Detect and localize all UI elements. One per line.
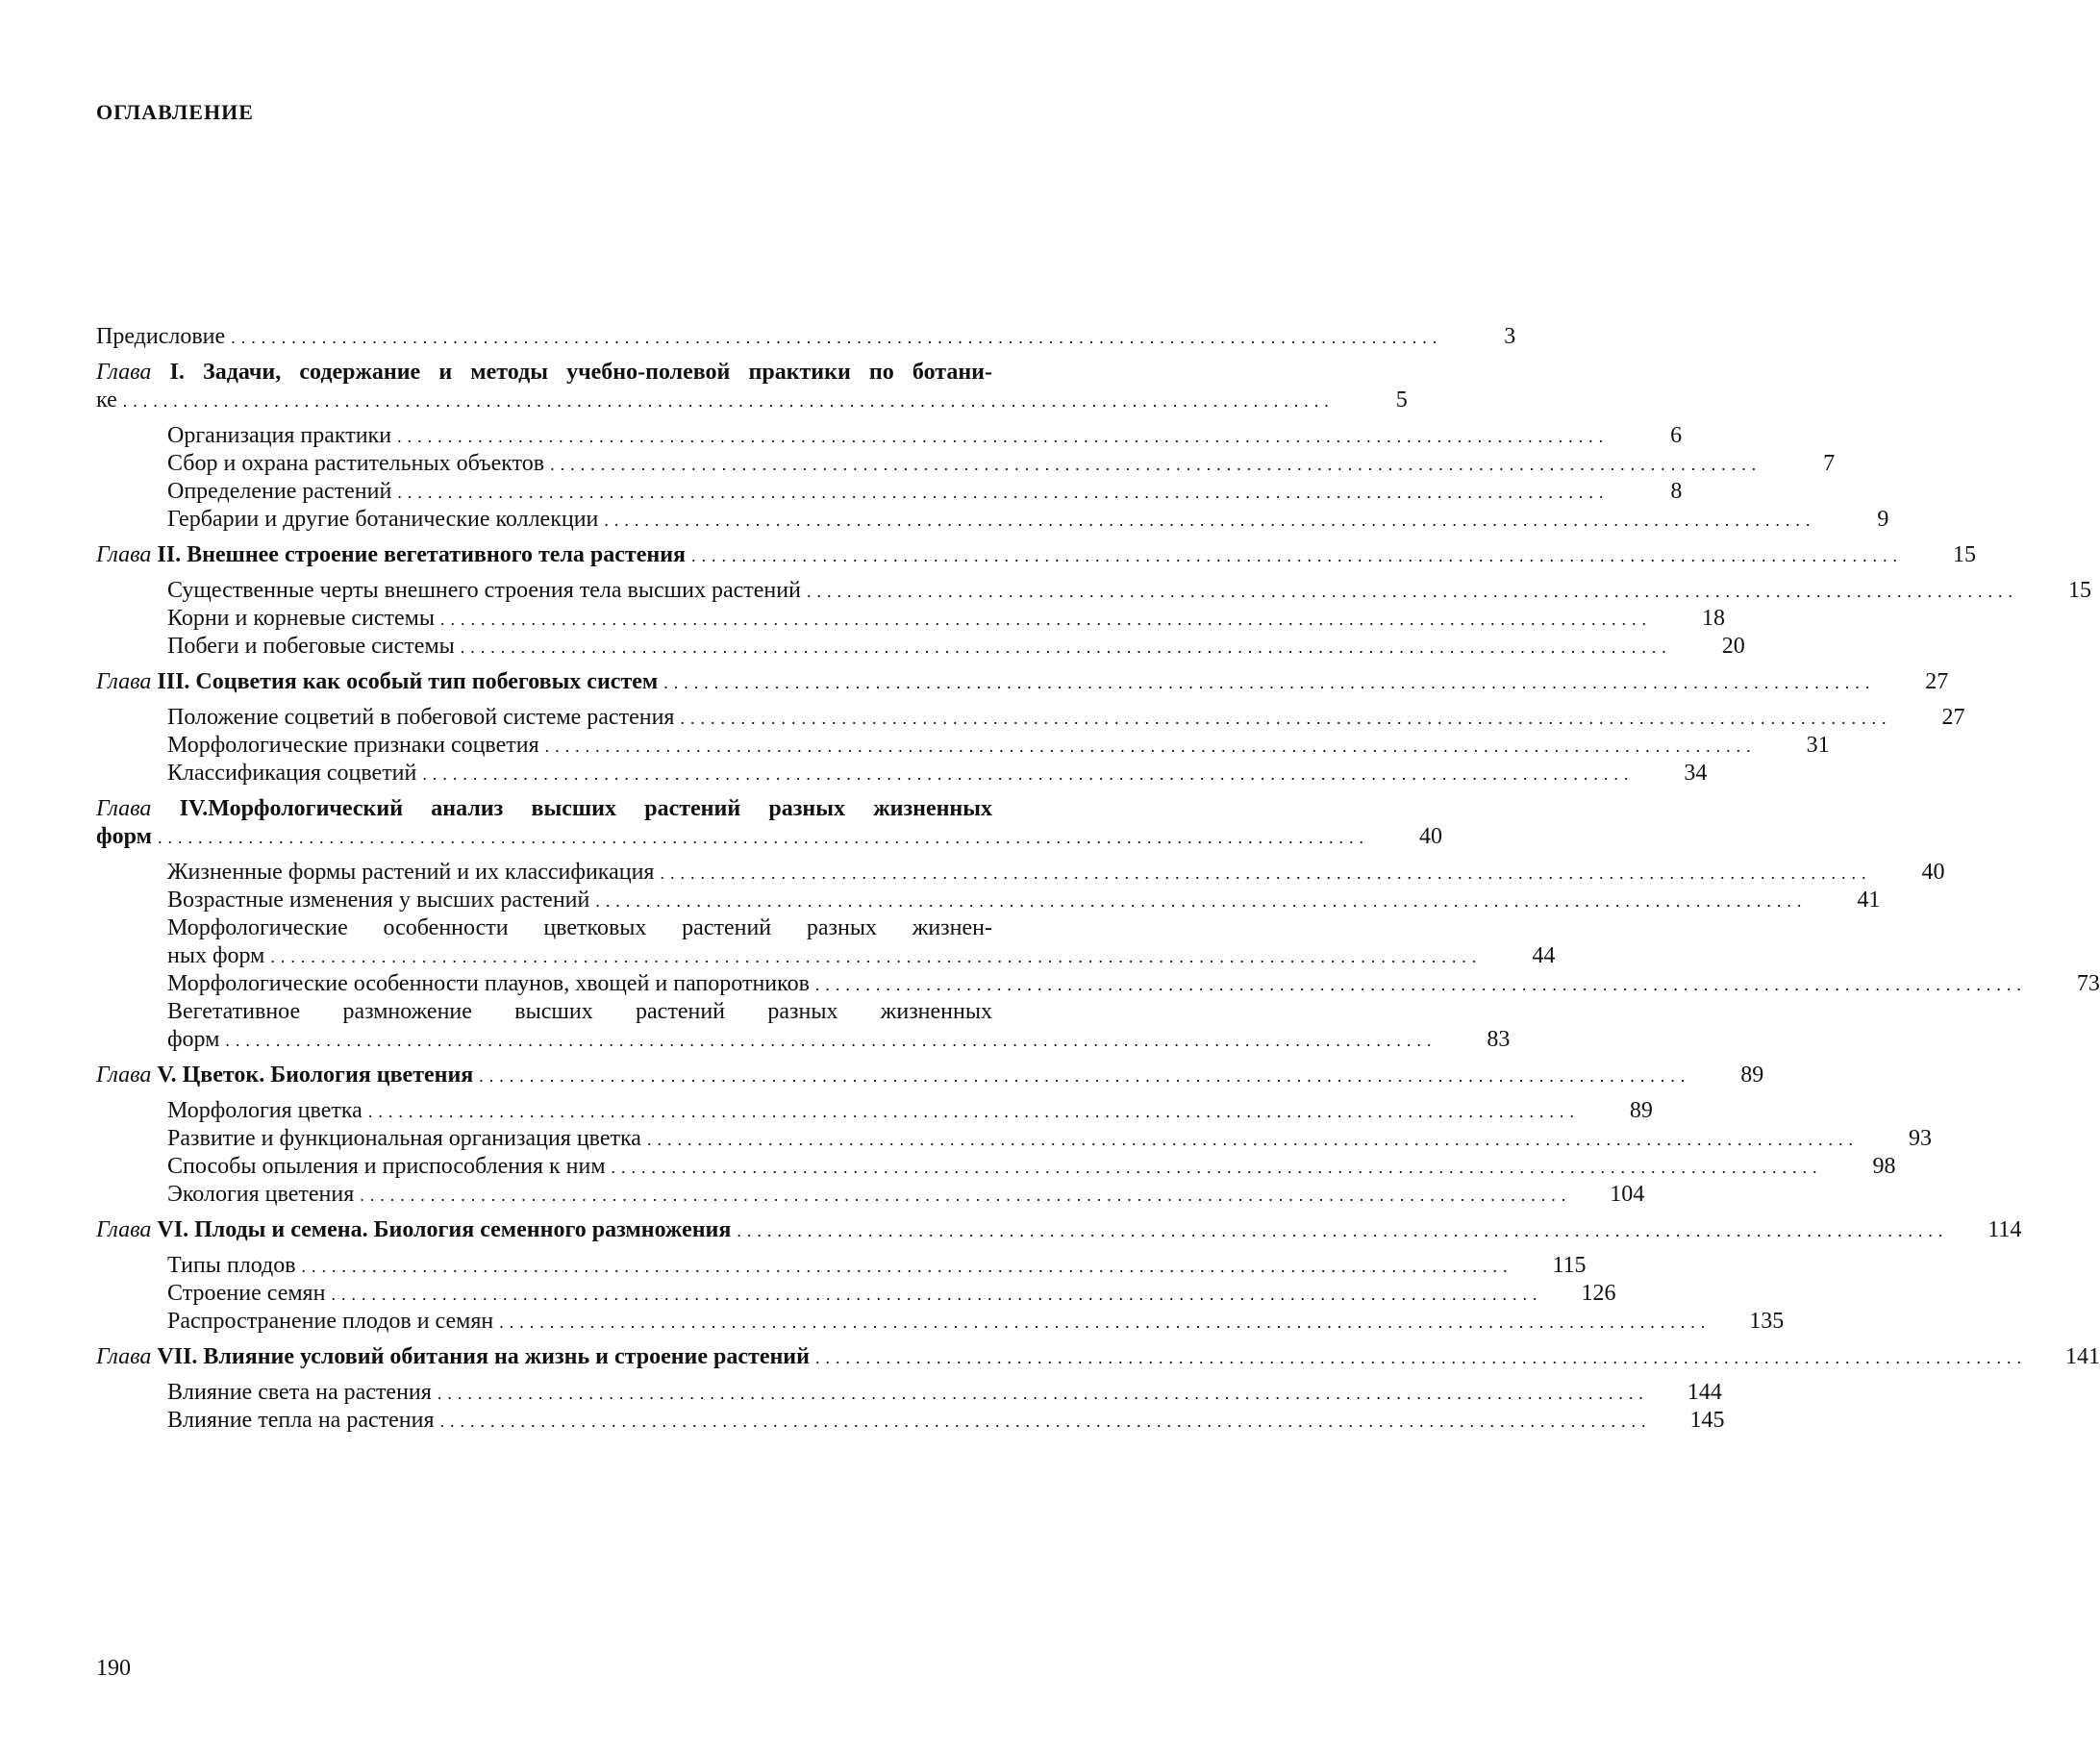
chapter-label: Глава [96, 1217, 152, 1242]
toc-title: Развитие и функциональная организация цветка [167, 1126, 641, 1151]
dot-leader: ........................................................................................................................ [331, 1285, 1543, 1304]
toc-entry[interactable] [96, 605, 1725, 633]
toc-entry[interactable] [96, 970, 2100, 998]
toc-entry[interactable] [96, 1280, 1616, 1308]
chapter-label: Глава [96, 796, 152, 821]
toc-page: 93 [1908, 1126, 1932, 1151]
toc-entry[interactable] [96, 732, 1830, 760]
table-of-contents [96, 323, 2100, 1435]
toc-title: Морфологические особенности плаунов, хвощей и папоротников [167, 971, 810, 996]
dot-leader: ........................................................................................................................ [479, 1066, 1691, 1086]
toc-entry[interactable] [96, 1153, 1896, 1181]
toc-page: 41 [1857, 888, 1881, 913]
toc-entry[interactable] [96, 478, 1683, 506]
toc-chapter-1[interactable] [96, 359, 1408, 414]
toc-title: Определение растений [167, 479, 392, 504]
dot-leader: ........................................................................................................................ [397, 483, 1610, 502]
dot-leader: ........................................................................................................................ [814, 1348, 2027, 1367]
dot-leader: ........................................................................................................................ [499, 1313, 1712, 1332]
toc-page: 7 [1823, 451, 1836, 476]
toc-title: Возрастные изменения у высших растений [167, 888, 590, 913]
toc-title: Классификация соцветий [167, 761, 417, 786]
dot-leader: ........................................................................................................................ [595, 891, 1808, 911]
chapter-label: Глава [96, 1063, 152, 1088]
toc-title: Распространение плодов и семян [167, 1309, 494, 1334]
toc-entry[interactable] [96, 1379, 1722, 1407]
toc-page: 83 [1487, 1027, 1511, 1052]
dot-leader: ........................................................................................................................ [157, 828, 1369, 847]
toc-entry[interactable] [96, 1308, 1785, 1336]
chapter-label: Глава [96, 360, 152, 385]
dot-leader: ........................................................................................................................ [437, 1384, 1649, 1403]
chapter-title: II. Внешнее строение вегетативного тела растения [157, 542, 686, 567]
toc-entry[interactable] [96, 887, 1881, 914]
toc-title: Экология цветения [167, 1182, 355, 1207]
toc-title: Гербарии и другие ботанические коллекции [167, 507, 599, 532]
chapter-title: III. Соцветия как особый тип побеговых систем [157, 669, 659, 694]
dot-leader: ........................................................................................................................ [440, 610, 1652, 629]
page-heading: ОГЛАВЛЕНИЕ [96, 100, 254, 124]
dot-leader: ........................................................................................................................ [680, 709, 1892, 728]
toc-title: Морфология цветка [167, 1098, 362, 1123]
dot-leader: ........................................................................................................................ [301, 1257, 1513, 1276]
toc-entry[interactable] [96, 914, 1556, 970]
toc-title: Вегетативное размножение высших растений разных жизненных [167, 999, 992, 1024]
toc-chapter-5[interactable] [96, 1062, 1764, 1089]
dot-leader: ........................................................................................................................ [691, 546, 1903, 565]
toc-entry[interactable] [96, 450, 1836, 478]
toc-entry[interactable] [96, 1097, 1653, 1125]
dot-leader: ........................................................................................................................ [646, 1130, 1859, 1149]
dot-leader: ........................................................................................................................ [270, 947, 1483, 966]
toc-title-continued: форм [96, 824, 152, 849]
toc-page: 104 [1610, 1182, 1645, 1207]
toc-title: Жизненные формы растений и их классификация [167, 860, 655, 885]
toc-page: 44 [1532, 943, 1556, 968]
toc-page: 15 [2067, 578, 2091, 603]
toc-page: 89 [1629, 1098, 1653, 1123]
toc-entry[interactable] [96, 704, 1965, 732]
chapter-label: Глава [96, 1344, 152, 1369]
toc-title: Существенные черты внешнего строения тела высших растений [167, 578, 801, 603]
toc-entry[interactable] [96, 1252, 1587, 1280]
toc-page: 15 [1953, 542, 1976, 567]
chapter-title: IV.Морфологический анализ высших растений разных жизненных [179, 796, 992, 821]
toc-page: 40 [1921, 860, 1945, 885]
toc-page: 8 [1670, 479, 1683, 504]
dot-leader: ........................................................................................................................ [367, 1102, 1580, 1121]
chapter-title: VI. Плоды и семена. Биология семенного размножения [157, 1217, 732, 1242]
dot-leader: ........................................................................................................................ [604, 511, 1816, 530]
toc-page: 115 [1552, 1253, 1587, 1278]
dot-leader: ........................................................................................................................ [806, 582, 2018, 601]
toc-title: Влияние тепла на растения [167, 1408, 435, 1433]
toc-title: Организация практики [167, 423, 392, 448]
toc-page: 40 [1418, 824, 1442, 849]
dot-leader: ........................................................................................................................ [422, 764, 1635, 784]
page-number: 190 [96, 1656, 131, 1681]
chapter-title: VII. Влияние условий обитания на жизнь и строение растений [157, 1344, 810, 1369]
toc-title-continued: ке [96, 388, 117, 413]
dot-leader: ........................................................................................................................ [122, 391, 1335, 411]
toc-title: Побеги и побеговые системы [167, 634, 455, 659]
dot-leader: ........................................................................................................................ [550, 455, 1762, 474]
toc-page: 9 [1877, 507, 1889, 532]
toc-page: 20 [1721, 634, 1745, 659]
toc-entry[interactable] [96, 577, 2091, 605]
dot-leader: ........................................................................................................................ [225, 1031, 1438, 1050]
toc-page: 98 [1872, 1154, 1896, 1179]
toc-title: Морфологические особенности цветковых растений разных жизнен- [167, 915, 992, 940]
toc-page: 73 [2076, 971, 2100, 996]
toc-title: Способы опыления и приспособления к ним [167, 1154, 606, 1179]
dot-leader: ........................................................................................................................ [231, 328, 1443, 347]
toc-page: 135 [1749, 1309, 1785, 1334]
toc-page: 89 [1740, 1063, 1764, 1088]
toc-entry[interactable] [96, 506, 1889, 534]
toc-title: Предисловие [96, 324, 226, 349]
toc-page: 18 [1702, 606, 1725, 631]
dot-leader: ........................................................................................................................ [544, 737, 1757, 756]
dot-leader: ........................................................................................................................ [663, 673, 1876, 692]
toc-page: 27 [1941, 705, 1965, 730]
toc-page: 34 [1684, 761, 1708, 786]
toc-page: 5 [1395, 388, 1408, 413]
toc-entry[interactable] [96, 760, 1708, 788]
chapter-title: I. Задачи, содержание и методы учебно-полевой практики по ботани- [169, 360, 993, 385]
toc-title: Положение соцветий в побеговой системе растения [167, 705, 675, 730]
toc-page: 145 [1689, 1408, 1725, 1433]
dot-leader: ........................................................................................................................ [737, 1221, 1949, 1240]
toc-title: Строение семян [167, 1281, 326, 1306]
toc-title: Типы плодов [167, 1253, 296, 1278]
toc-page: 3 [1504, 324, 1516, 349]
dot-leader: ........................................................................................................................ [360, 1186, 1572, 1205]
dot-leader: ........................................................................................................................ [397, 427, 1610, 446]
toc-title: Корни и корневые системы [167, 606, 435, 631]
toc-chapter-4[interactable] [96, 795, 1442, 851]
toc-entry[interactable] [96, 1407, 1725, 1435]
toc-title: Морфологические признаки соцветия [167, 733, 539, 758]
toc-title-continued: ных форм [167, 943, 265, 968]
toc-entry[interactable] [96, 859, 1945, 887]
toc-entry-preface[interactable] [96, 323, 1516, 351]
toc-entry[interactable] [96, 422, 1683, 450]
dot-leader: ........................................................................................................................ [439, 1412, 1652, 1431]
toc-title: Влияние света на растения [167, 1380, 432, 1405]
toc-chapter-7[interactable] [96, 1343, 2100, 1371]
dot-leader: ........................................................................................................................ [660, 863, 1872, 883]
toc-entry[interactable] [96, 633, 1745, 661]
toc-chapter-2[interactable] [96, 541, 1976, 569]
chapter-label: Глава [96, 669, 152, 694]
toc-page: 144 [1687, 1380, 1722, 1405]
toc-chapter-3[interactable] [96, 668, 1949, 696]
chapter-title: V. Цветок. Биология цветения [157, 1063, 474, 1088]
toc-page: 31 [1806, 733, 1830, 758]
toc-title: Сбор и охрана растительных объектов [167, 451, 545, 476]
toc-entry[interactable] [96, 998, 1511, 1054]
toc-page: 114 [1988, 1217, 2022, 1242]
dot-leader: ........................................................................................................................ [814, 975, 2027, 994]
toc-page: 27 [1925, 669, 1949, 694]
toc-page: 6 [1670, 423, 1683, 448]
toc-page: 141 [2064, 1344, 2100, 1369]
chapter-label: Глава [96, 542, 152, 567]
toc-entry[interactable] [96, 1125, 1932, 1153]
dot-leader: ........................................................................................................................ [460, 638, 1672, 657]
toc-chapter-6[interactable] [96, 1216, 2022, 1244]
dot-leader: ........................................................................................................................ [611, 1158, 1823, 1177]
toc-page: 126 [1581, 1281, 1616, 1306]
toc-entry[interactable] [96, 1181, 1645, 1209]
toc-title-continued: форм [167, 1027, 220, 1052]
